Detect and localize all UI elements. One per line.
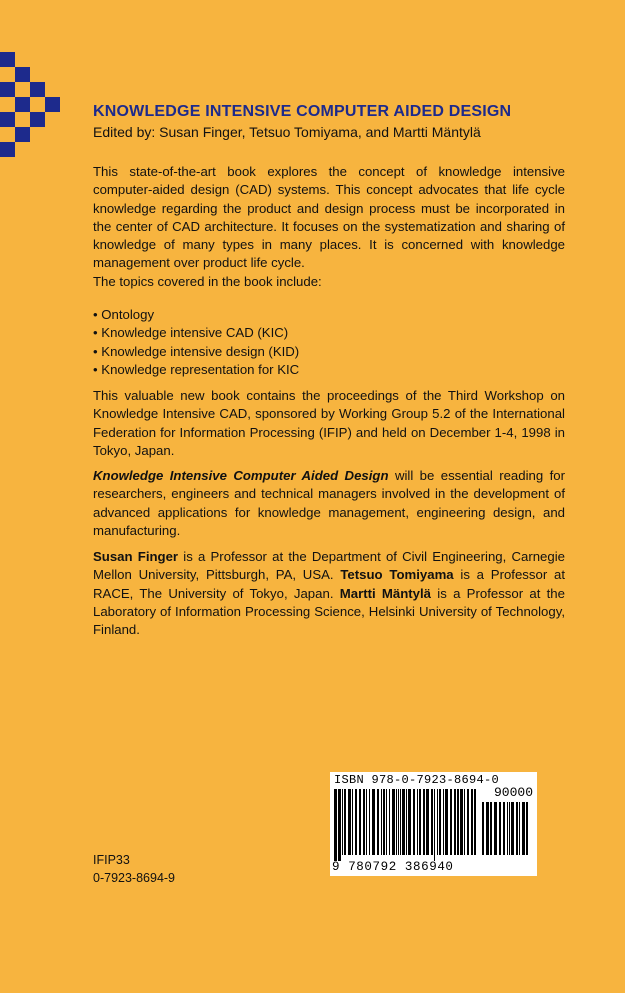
- series-code: IFIP33: [93, 853, 130, 867]
- barcode-stripe: [503, 802, 505, 855]
- list-item: • Knowledge intensive CAD (KIC): [93, 324, 565, 342]
- barcode-stripe: [464, 789, 465, 855]
- barcode-stripe: [486, 802, 489, 855]
- barcode-stripe: [366, 789, 367, 855]
- barcode-stripe: [439, 789, 441, 855]
- barcode-stripe: [437, 789, 438, 855]
- barcode-stripe: [392, 789, 395, 855]
- isbn-label: ISBN 978-0-7923-8694-0: [334, 773, 500, 787]
- barcode-stripe: [460, 789, 463, 855]
- barcode-stripe: [396, 789, 397, 855]
- price-code: 90000: [493, 785, 533, 800]
- barcode-stripe: [431, 789, 433, 855]
- list-item: • Ontology: [93, 306, 565, 324]
- editors-bio-paragraph: Susan Finger is a Professor at the Department of Civil Engineering, Carnegie Mellon University, Pittsburgh, PA, USA. Tetsuo Tomiyama is a Professor at RACE, The University of Tokyo, Japan. Martti Mäntylä is a Professor at the Laboratory of Information Processing Science, Helsinki University of Technology, Finland.: [93, 549, 565, 638]
- barcode-stripe: [423, 789, 425, 855]
- barcode-stripe: [471, 789, 473, 855]
- editor-name: Susan Finger: [93, 549, 179, 564]
- barcode-stripe: [509, 802, 510, 855]
- barcode-stripe: [519, 802, 520, 855]
- editor-name: Martti Mäntylä: [339, 585, 432, 601]
- barcode-stripe: [372, 789, 375, 855]
- barcode-stripe: [344, 789, 346, 855]
- barcode-stripe: [402, 789, 405, 855]
- barcode-stripe: [511, 802, 514, 855]
- barcode-stripe: [467, 789, 469, 855]
- book-title: KNOWLEDGE INTENSIVE COMPUTER AIDED DESIGN: [93, 103, 512, 120]
- footer-codes: [93, 851, 175, 887]
- barcode-stripe: [386, 789, 387, 855]
- barcode-stripe: [445, 789, 448, 855]
- barcode-stripe: [457, 789, 459, 855]
- audience-paragraph: Knowledge Intensive Computer Aided Design will be essential reading for researchers, engineers and technical managers involved in the development of advanced applications for knowledge management, engineering design, and manufacturing.: [93, 468, 565, 538]
- editors-line: Edited by: Susan Finger, Tetsuo Tomiyama, and Martti Mäntylä: [93, 124, 481, 140]
- topics-list: [93, 306, 565, 379]
- barcode-stripe: [494, 802, 497, 855]
- barcode-stripe: [381, 789, 382, 855]
- checker-logo: [0, 52, 60, 172]
- barcode-stripe: [400, 789, 401, 855]
- barcode-stripe: [522, 802, 525, 855]
- ean-digits: 9 780792 386940: [332, 860, 454, 874]
- barcode-stripe: [426, 789, 429, 855]
- barcode-bars: [334, 789, 478, 861]
- barcode-stripe: [417, 789, 418, 855]
- barcode-stripe: [413, 789, 415, 855]
- proceedings-paragraph: This valuable new book contains the proceedings of the Third Workshop on Knowledge Intensive CAD, sponsored by Working Group 5.2 of the International Federation for Information Processing (IFIP) and held on December 1-4, 1998 in Tokyo, Japan.: [93, 388, 565, 458]
- barcode-stripe: [434, 789, 435, 861]
- intro-paragraph: This state-of-the-art book explores the concept of knowledge intensive computer-aided design (CAD) systems. This concept advocates that life cycle knowledge regarding the product and design process must be incorporated in the center of CAD architecture. It focuses on the systematization and sharing of knowledge of many types in many places. It is concerned with knowledge management over product life cycle.: [93, 164, 565, 271]
- barcode-stripe: [482, 802, 484, 855]
- barcode-stripe: [443, 789, 444, 855]
- topics-intro: The topics covered in the book include:: [93, 274, 322, 289]
- list-item: • Knowledge intensive design (KID): [93, 343, 565, 361]
- barcode-stripe: [408, 789, 411, 855]
- barcode-stripe: [383, 789, 385, 855]
- barcode-stripe: [474, 789, 476, 855]
- barcode-stripe: [516, 802, 518, 855]
- barcode-stripe: [363, 789, 365, 855]
- barcode-stripe: [342, 789, 343, 855]
- barcode-stripe: [359, 789, 361, 855]
- barcode-stripe: [450, 789, 452, 855]
- isbn-barcode: [330, 772, 537, 876]
- barcode-stripe: [419, 789, 421, 855]
- barcode-addon-bars: [482, 802, 532, 861]
- barcode-stripe: [352, 789, 353, 855]
- barcode-stripe: [377, 789, 379, 855]
- barcode-stripe: [499, 802, 501, 855]
- barcode-stripe: [526, 802, 528, 855]
- barcode-stripe: [406, 789, 407, 855]
- barcode-stripe: [398, 789, 399, 855]
- footer-isbn: 0-7923-8694-9: [93, 871, 176, 885]
- list-item: • Knowledge representation for KIC: [93, 361, 565, 379]
- barcode-stripe: [490, 802, 492, 855]
- barcode-stripe: [355, 789, 357, 855]
- barcode-stripe: [369, 789, 370, 855]
- book-title-emphasis: Knowledge Intensive Computer Aided Design: [93, 468, 389, 483]
- editor-name: Tetsuo Tomiyama: [340, 567, 454, 583]
- barcode-stripe: [507, 802, 508, 855]
- barcode-stripe: [338, 789, 341, 861]
- barcode-stripe: [454, 789, 456, 855]
- barcode-stripe: [348, 789, 351, 855]
- barcode-stripe: [389, 789, 390, 855]
- barcode-stripe: [334, 789, 337, 861]
